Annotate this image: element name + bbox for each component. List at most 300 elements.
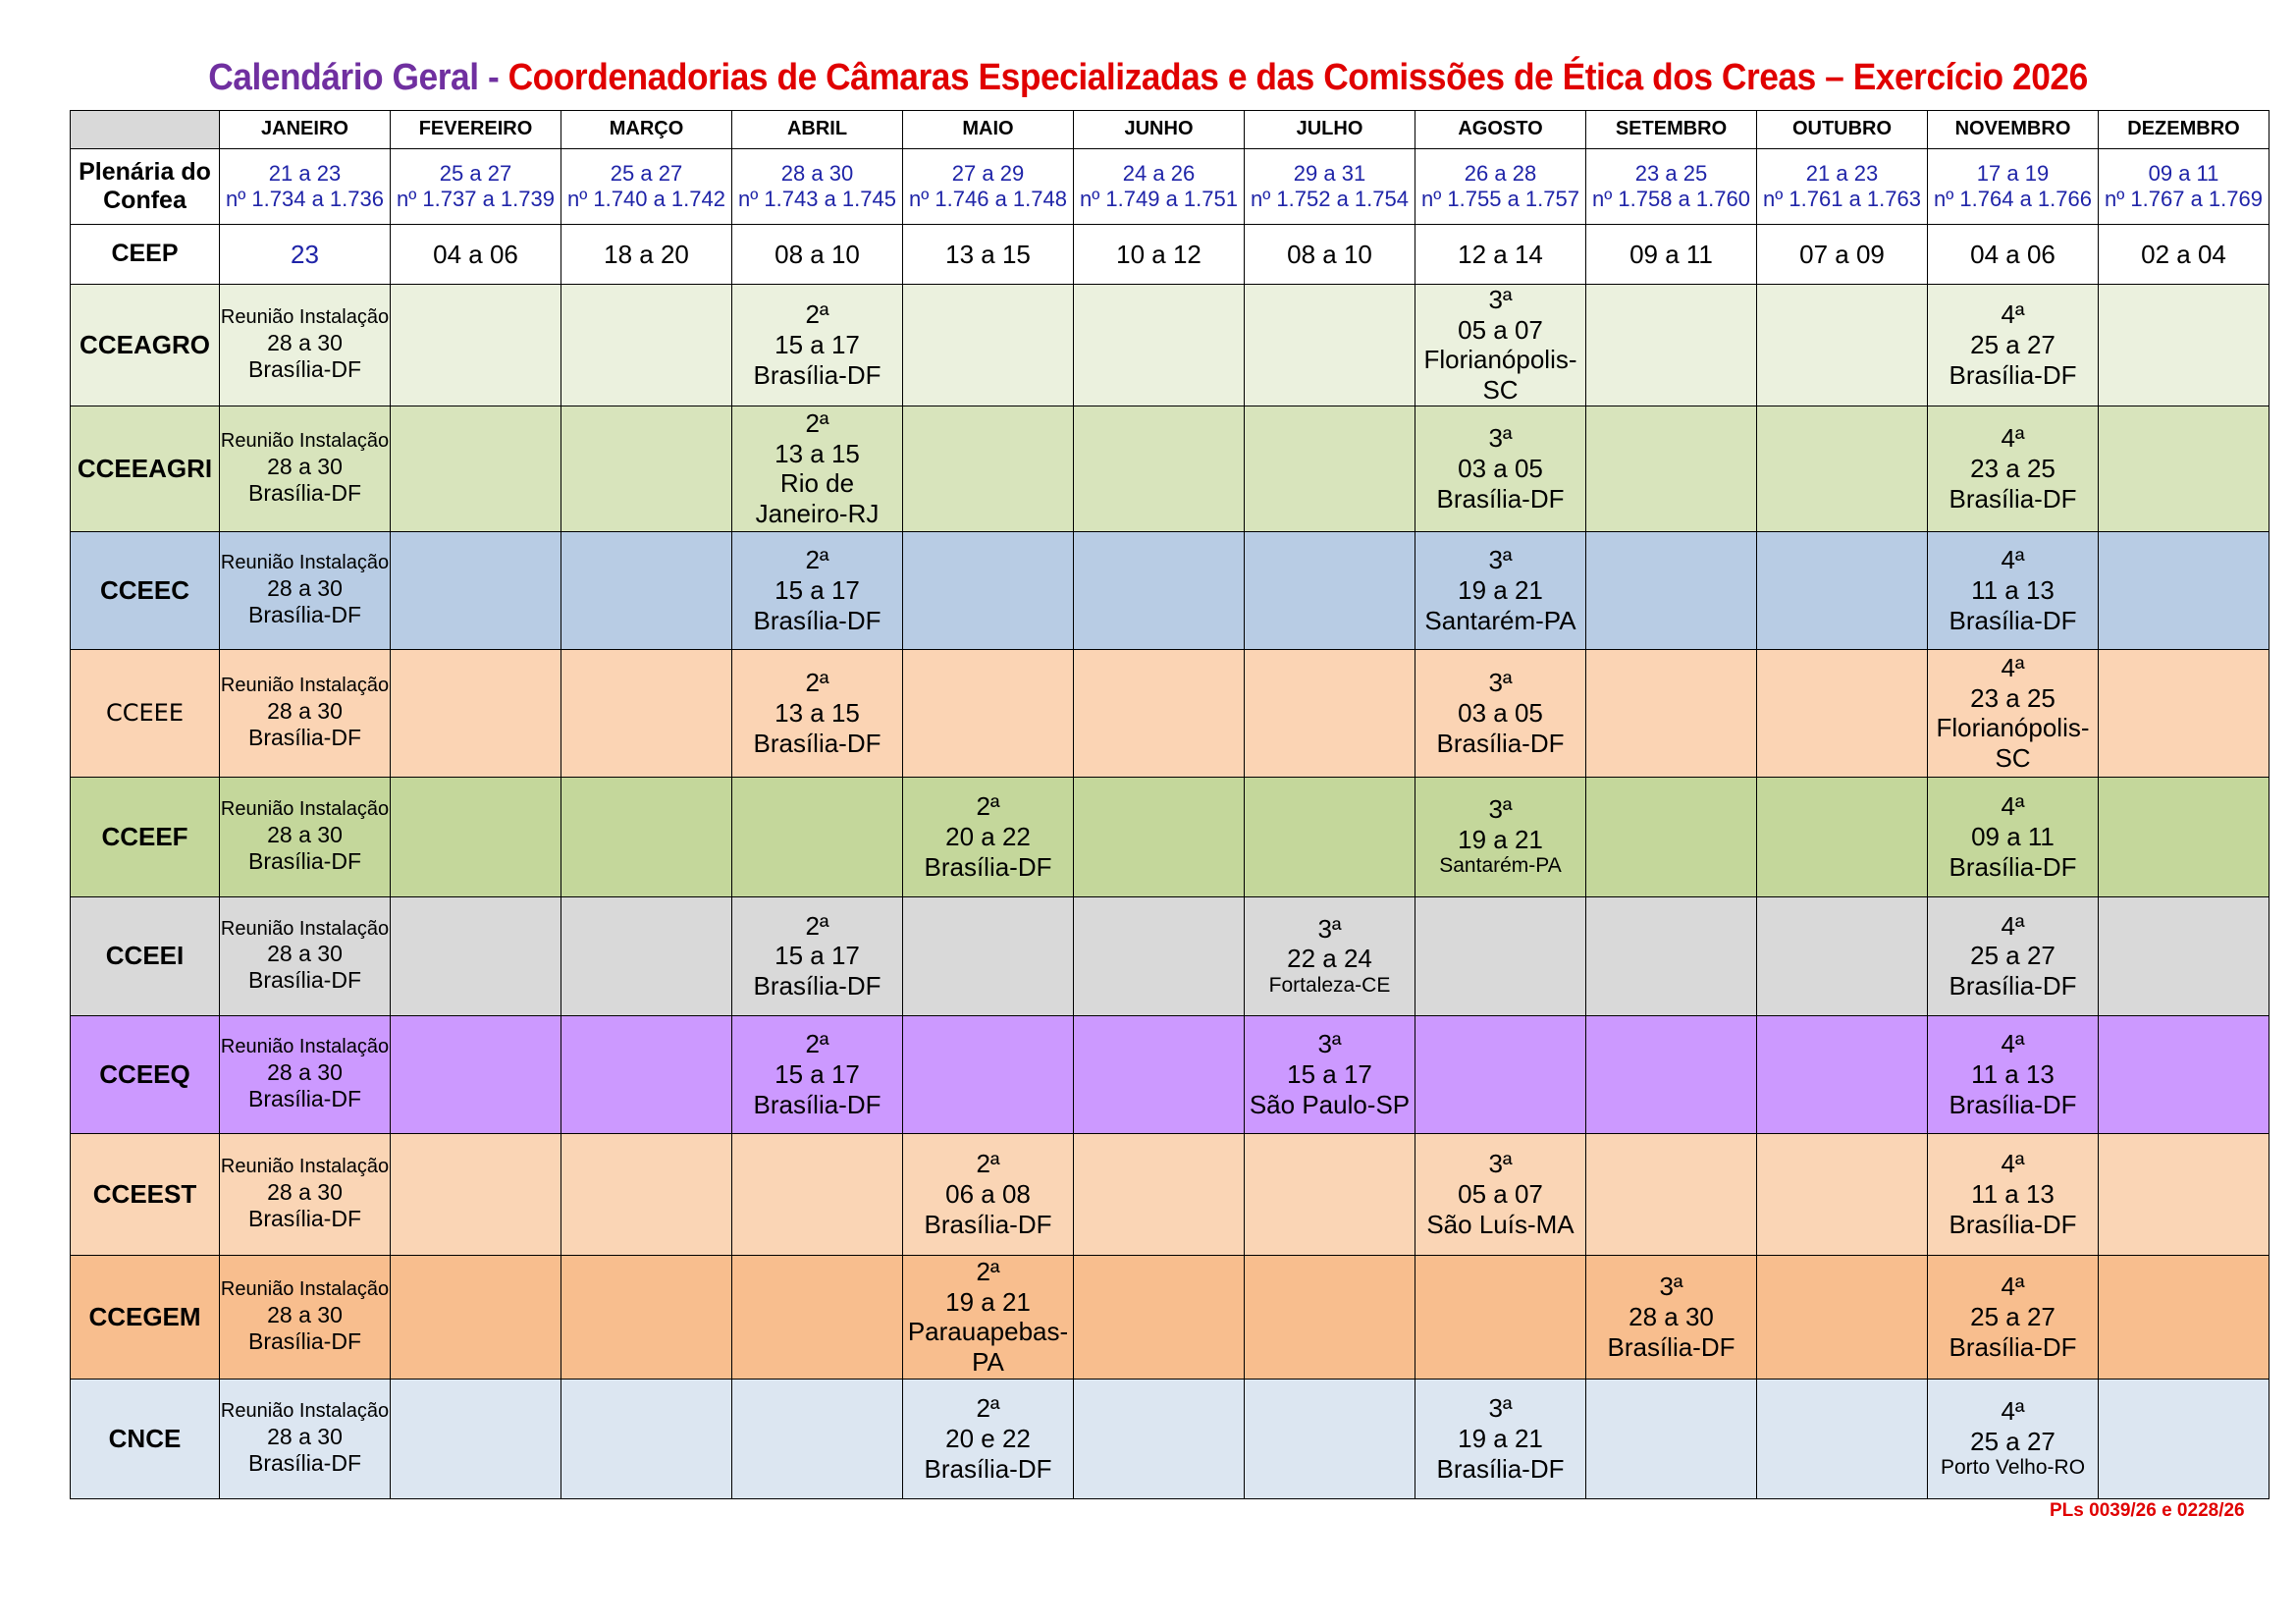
meeting-cell (1245, 896, 1415, 1015)
plenaria-cell (1415, 149, 1586, 225)
empty-cell (391, 1379, 561, 1498)
empty-cell (561, 531, 732, 649)
installation-title: Reunião Instalação (220, 675, 390, 697)
empty-cell (1757, 406, 1928, 531)
installation-place: Brasília-DF (247, 1085, 361, 1111)
meeting-cell (732, 1015, 903, 1133)
plenaria-cell (220, 149, 391, 225)
installation-place: Brasília-DF (247, 1205, 361, 1231)
installation-title: Reunião Instalação (220, 552, 390, 574)
coordinator-label: CCEEI (71, 896, 220, 1015)
plenaria-cell (1074, 149, 1245, 225)
meeting-place: Santarém-PA (1424, 605, 1576, 635)
meeting-place: Brasília-DF (753, 1089, 881, 1119)
meeting-place: Parauapebas-PA (907, 1317, 1069, 1377)
installation-dates: 28 a 30 (267, 574, 343, 601)
installation-title: Reunião Instalação (220, 430, 390, 453)
meeting-dates: 25 a 27 (1970, 1426, 2056, 1456)
meeting-place: Florianópolis-SC (1423, 345, 1577, 406)
ceep-cell: 10 a 12 (1074, 225, 1245, 285)
empty-cell (561, 285, 732, 406)
month-header: SETEMBRO (1586, 111, 1757, 149)
meeting-ordinal: 4ª (2001, 299, 2025, 330)
header-corner-cell (71, 111, 220, 149)
empty-cell (561, 406, 732, 531)
empty-cell (391, 531, 561, 649)
empty-cell (903, 1015, 1074, 1133)
meeting-cell (1928, 1379, 2099, 1498)
empty-cell (1074, 1255, 1245, 1379)
coordinator-label: CCEEAGRI (71, 406, 220, 531)
month-header: AGOSTO (1415, 111, 1586, 149)
installation-dates: 28 a 30 (267, 1423, 343, 1449)
empty-cell (1415, 896, 1586, 1015)
meeting-place: Brasília-DF (1949, 1331, 2077, 1362)
plenaria-session-numbers: nº 1.752 a 1.754 (1251, 187, 1409, 211)
meeting-cell (1245, 1015, 1415, 1133)
meeting-dates: 19 a 21 (945, 1286, 1031, 1317)
meeting-cell (903, 777, 1074, 896)
meeting-cell (732, 406, 903, 531)
meeting-dates: 15 a 17 (774, 330, 860, 359)
meeting-ordinal: 4ª (2001, 1272, 2025, 1302)
month-header-row (71, 111, 2269, 149)
meeting-place: Brasília-DF (1949, 483, 2077, 514)
meeting-place: Brasília-DF (753, 359, 881, 390)
coordinator-label: CCEEE (71, 649, 220, 777)
meeting-cell (1928, 649, 2099, 777)
empty-cell (903, 896, 1074, 1015)
month-header: ABRIL (732, 111, 903, 149)
calendar-table (70, 110, 2269, 1499)
plenaria-dates: 27 a 29 (951, 161, 1025, 187)
meeting-dates: 23 a 25 (1970, 682, 2056, 713)
meeting-ordinal: 3ª (1488, 285, 1513, 314)
meeting-dates: 22 a 24 (1287, 944, 1372, 974)
ceep-cell: 02 a 04 (2099, 225, 2269, 285)
installation-dates: 28 a 30 (267, 1058, 343, 1085)
empty-cell (1586, 1133, 1757, 1255)
plenaria-dates: 25 a 27 (610, 161, 683, 187)
meeting-dates: 25 a 27 (1970, 941, 2056, 971)
empty-cell (561, 1015, 732, 1133)
title-part2: Coordenadorias de Câmaras Especializadas e das Comissões de Ética dos Creas – Exercício 2026 (507, 57, 2088, 98)
meeting-ordinal: 2ª (805, 299, 829, 330)
month-header: JULHO (1245, 111, 1415, 149)
coordinator-label: CNCE (71, 1379, 220, 1498)
meeting-place: São Paulo-SP (1249, 1089, 1411, 1119)
ceep-cell: 09 a 11 (1586, 225, 1757, 285)
installation-place: Brasília-DF (247, 1327, 361, 1354)
meeting-dates: 23 a 25 (1970, 453, 2056, 483)
meeting-ordinal: 4ª (2001, 910, 2025, 941)
plenaria-dates: 09 a 11 (2148, 161, 2219, 187)
coordinator-row (71, 406, 2269, 531)
plenaria-cell (561, 149, 732, 225)
empty-cell (1245, 777, 1415, 896)
empty-cell (1245, 1255, 1415, 1379)
meeting-place: Rio de Janeiro-RJ (755, 468, 880, 528)
installation-place: Brasília-DF (247, 601, 361, 627)
meeting-place: Brasília-DF (753, 971, 881, 1001)
meeting-place: São Luís-MA (1426, 1209, 1575, 1239)
meeting-ordinal: 2ª (805, 1029, 829, 1059)
installation-place: Brasília-DF (247, 1449, 361, 1476)
plenaria-label-line2: Confea (103, 187, 187, 214)
coordinator-row (71, 777, 2269, 896)
empty-cell (1074, 1379, 1245, 1498)
plenaria-cell (1586, 149, 1757, 225)
ceep-cell: 08 a 10 (1245, 225, 1415, 285)
installation-dates: 28 a 30 (267, 1178, 343, 1205)
plenaria-dates: 25 a 27 (439, 161, 512, 187)
meeting-ordinal: 2ª (976, 1256, 1000, 1286)
meeting-dates: 19 a 21 (1458, 574, 1543, 605)
meeting-dates: 09 a 11 (1971, 821, 2055, 851)
meeting-place: Brasília-DF (1436, 1453, 1565, 1484)
meeting-dates: 25 a 27 (1970, 330, 2056, 359)
meeting-place: Brasília-DF (1949, 359, 2077, 390)
empty-cell (732, 1379, 903, 1498)
empty-cell (1245, 285, 1415, 406)
empty-cell (1245, 1133, 1415, 1255)
meeting-dates: 05 a 07 (1458, 1178, 1543, 1209)
empty-cell (1757, 1255, 1928, 1379)
empty-cell (561, 777, 732, 896)
installation-meeting-cell (220, 1255, 391, 1379)
meeting-ordinal: 4ª (2001, 652, 2025, 682)
meeting-dates: 19 a 21 (1458, 1423, 1543, 1453)
month-header: NOVEMBRO (1928, 111, 2099, 149)
empty-cell (1586, 777, 1757, 896)
installation-dates: 28 a 30 (267, 941, 343, 967)
coordinator-row (71, 1133, 2269, 1255)
installation-meeting-cell (220, 531, 391, 649)
empty-cell (1757, 285, 1928, 406)
plenaria-cell (903, 149, 1074, 225)
meeting-cell (732, 649, 903, 777)
meeting-ordinal: 3ª (1488, 545, 1513, 575)
ceep-cell: 13 a 15 (903, 225, 1074, 285)
meeting-ordinal: 4ª (2001, 1029, 2025, 1059)
meeting-ordinal: 2ª (805, 668, 829, 698)
plenaria-dates: 26 a 28 (1464, 161, 1537, 187)
meeting-place: Brasília-DF (1436, 728, 1565, 758)
installation-dates: 28 a 30 (267, 330, 343, 356)
plenaria-cell (1245, 149, 1415, 225)
empty-cell (1757, 896, 1928, 1015)
calendar-body (71, 111, 2269, 1499)
meeting-cell (1928, 1133, 2099, 1255)
meeting-ordinal: 4ª (2001, 1149, 2025, 1179)
title-separator: - (478, 57, 508, 98)
meeting-ordinal: 4ª (2001, 791, 2025, 822)
meeting-cell (903, 1133, 1074, 1255)
empty-cell (1586, 1015, 1757, 1133)
installation-title: Reunião Instalação (220, 1278, 390, 1301)
meeting-ordinal: 3ª (1488, 794, 1513, 825)
installation-meeting-cell (220, 285, 391, 406)
meeting-place: Fortaleza-CE (1268, 973, 1391, 997)
empty-cell (1074, 406, 1245, 531)
meeting-ordinal: 3ª (1659, 1272, 1683, 1302)
ceep-label: CEEP (71, 225, 220, 285)
month-header: MAIO (903, 111, 1074, 149)
installation-dates: 28 a 30 (267, 697, 343, 724)
coordinator-row (71, 1255, 2269, 1379)
month-header: JUNHO (1074, 111, 1245, 149)
installation-title: Reunião Instalação (220, 917, 390, 940)
empty-cell (561, 896, 732, 1015)
coordinator-label: CCEAGRO (71, 285, 220, 406)
installation-place: Brasília-DF (247, 967, 361, 994)
meeting-cell (903, 1255, 1074, 1379)
installation-meeting-cell (220, 896, 391, 1015)
meeting-dates: 03 a 05 (1458, 697, 1543, 728)
meeting-dates: 20 e 22 (945, 1423, 1031, 1453)
plenaria-cell (732, 149, 903, 225)
meeting-cell (732, 285, 903, 406)
plenaria-dates: 28 a 30 (780, 161, 854, 187)
empty-cell (1074, 285, 1245, 406)
meeting-ordinal: 4ª (2001, 1396, 2025, 1427)
title-part1: Calendário Geral (208, 57, 479, 98)
empty-cell (1586, 531, 1757, 649)
coordinator-row (71, 285, 2269, 406)
empty-cell (2099, 649, 2269, 777)
plenaria-dates: 21 a 23 (268, 161, 342, 187)
meeting-ordinal: 3ª (1488, 1393, 1513, 1424)
empty-cell (2099, 1255, 2269, 1379)
empty-cell (1586, 285, 1757, 406)
empty-cell (1586, 649, 1757, 777)
meeting-place: Brasília-DF (924, 1453, 1052, 1484)
empty-cell (561, 1133, 732, 1255)
empty-cell (561, 1379, 732, 1498)
empty-cell (903, 406, 1074, 531)
coordinator-row (71, 649, 2269, 777)
plenaria-dates: 23 a 25 (1634, 161, 1708, 187)
meeting-cell (1415, 1133, 1586, 1255)
empty-cell (1757, 649, 1928, 777)
meeting-dates: 11 a 13 (1971, 574, 2055, 605)
page-title (80, 57, 2216, 99)
ceep-cell: 08 a 10 (732, 225, 903, 285)
empty-cell (2099, 777, 2269, 896)
empty-cell (1415, 1015, 1586, 1133)
empty-cell (2099, 896, 2269, 1015)
ceep-cell: 07 a 09 (1757, 225, 1928, 285)
ceep-cell: 04 a 06 (1928, 225, 2099, 285)
meeting-ordinal: 3ª (1317, 913, 1342, 944)
empty-cell (1586, 406, 1757, 531)
meeting-dates: 19 a 21 (1458, 824, 1543, 854)
installation-title: Reunião Instalação (220, 1036, 390, 1058)
plenaria-session-numbers: nº 1.767 a 1.769 (2105, 187, 2263, 211)
meeting-place: Brasília-DF (753, 728, 881, 758)
meeting-ordinal: 3ª (1317, 1029, 1342, 1059)
meeting-place: Brasília-DF (1436, 483, 1565, 514)
installation-title: Reunião Instalação (220, 1156, 390, 1178)
coordinator-label: CCEEF (71, 777, 220, 896)
meeting-ordinal: 2ª (805, 910, 829, 941)
empty-cell (2099, 1015, 2269, 1133)
plenaria-session-numbers: nº 1.740 a 1.742 (567, 187, 725, 211)
meeting-cell (1586, 1255, 1757, 1379)
ceep-row (71, 225, 2269, 285)
ceep-cell: 12 a 14 (1415, 225, 1586, 285)
installation-meeting-cell (220, 777, 391, 896)
meeting-cell (1928, 777, 2099, 896)
meeting-dates: 15 a 17 (774, 1058, 860, 1089)
meeting-dates: 11 a 13 (1971, 1178, 2055, 1209)
footnote: PLs 0039/26 e 0228/26 (2050, 1500, 2245, 1521)
meeting-place: Santarém-PA (1439, 854, 1562, 878)
empty-cell (2099, 531, 2269, 649)
meeting-ordinal: 3ª (1488, 1149, 1513, 1179)
plenaria-label (71, 149, 220, 225)
coordinator-label: CCEEQ (71, 1015, 220, 1133)
meeting-dates: 15 a 17 (1287, 1058, 1372, 1089)
meeting-place: Porto Velho-RO (1940, 1456, 2086, 1480)
empty-cell (561, 1255, 732, 1379)
meeting-cell (1928, 406, 2099, 531)
meeting-place: Brasília-DF (1607, 1331, 1735, 1362)
empty-cell (1586, 1379, 1757, 1498)
installation-meeting-cell (220, 406, 391, 531)
month-header: OUTUBRO (1757, 111, 1928, 149)
empty-cell (391, 1255, 561, 1379)
plenaria-session-numbers: nº 1.749 a 1.751 (1080, 187, 1238, 211)
meeting-cell (1928, 896, 2099, 1015)
meeting-place: Brasília-DF (1949, 1209, 2077, 1239)
empty-cell (1074, 777, 1245, 896)
plenaria-cell (1928, 149, 2099, 225)
meeting-cell (732, 896, 903, 1015)
meeting-dates: 20 a 22 (945, 821, 1031, 851)
plenaria-session-numbers: nº 1.743 a 1.745 (738, 187, 896, 211)
installation-title: Reunião Instalação (220, 306, 390, 329)
plenaria-session-numbers: nº 1.761 a 1.763 (1763, 187, 1921, 211)
meeting-cell (1415, 285, 1586, 406)
empty-cell (2099, 1133, 2269, 1255)
ceep-cell: 23 (220, 225, 391, 285)
installation-dates: 28 a 30 (267, 1301, 343, 1327)
meeting-cell (1928, 1255, 2099, 1379)
empty-cell (391, 285, 561, 406)
meeting-place: Brasília-DF (924, 1209, 1052, 1239)
meeting-cell (1415, 777, 1586, 896)
meeting-cell (1928, 285, 2099, 406)
empty-cell (2099, 1379, 2269, 1498)
empty-cell (391, 406, 561, 531)
meeting-ordinal: 2ª (976, 1393, 1000, 1424)
meeting-ordinal: 4ª (2001, 423, 2025, 454)
meeting-dates: 13 a 15 (774, 438, 860, 468)
empty-cell (1757, 777, 1928, 896)
empty-cell (1415, 1255, 1586, 1379)
meeting-ordinal: 3ª (1488, 668, 1513, 698)
empty-cell (1074, 1015, 1245, 1133)
empty-cell (1757, 531, 1928, 649)
plenaria-session-numbers: nº 1.758 a 1.760 (1592, 187, 1750, 211)
plenaria-session-numbers: nº 1.734 a 1.736 (226, 187, 384, 211)
empty-cell (1757, 1133, 1928, 1255)
meeting-place: Brasília-DF (1949, 851, 2077, 882)
meeting-place: Brasília-DF (924, 851, 1052, 882)
meeting-cell (1415, 406, 1586, 531)
coordinator-label: CCEEST (71, 1133, 220, 1255)
month-header: DEZEMBRO (2099, 111, 2269, 149)
meeting-dates: 15 a 17 (774, 941, 860, 971)
coordinator-label: CCEGEM (71, 1255, 220, 1379)
plenaria-dates: 29 a 31 (1293, 161, 1366, 187)
meeting-ordinal: 4ª (2001, 545, 2025, 575)
month-header: MARÇO (561, 111, 732, 149)
empty-cell (391, 649, 561, 777)
plenaria-label-line1: Plenária do (79, 157, 211, 186)
meeting-place: Brasília-DF (1949, 605, 2077, 635)
empty-cell (2099, 406, 2269, 531)
meeting-dates: 05 a 07 (1458, 314, 1543, 345)
meeting-dates: 15 a 17 (774, 574, 860, 605)
meeting-ordinal: 3ª (1488, 423, 1513, 454)
meeting-cell (1415, 1379, 1586, 1498)
empty-cell (1757, 1379, 1928, 1498)
plenaria-dates: 17 a 19 (1976, 161, 2050, 187)
meeting-ordinal: 2ª (805, 407, 829, 438)
empty-cell (1074, 896, 1245, 1015)
empty-cell (732, 1133, 903, 1255)
installation-title: Reunião Instalação (220, 798, 390, 821)
installation-place: Brasília-DF (247, 847, 361, 874)
meeting-place: Florianópolis-SC (1936, 713, 2090, 773)
meeting-dates: 28 a 30 (1629, 1301, 1714, 1331)
meeting-dates: 11 a 13 (1971, 1058, 2055, 1089)
installation-meeting-cell (220, 1379, 391, 1498)
installation-dates: 28 a 30 (267, 453, 343, 479)
empty-cell (1074, 1133, 1245, 1255)
empty-cell (903, 649, 1074, 777)
meeting-cell (1928, 1015, 2099, 1133)
plenaria-session-numbers: nº 1.746 a 1.748 (909, 187, 1067, 211)
meeting-place: Brasília-DF (1949, 1089, 2077, 1119)
meeting-ordinal: 2ª (805, 545, 829, 575)
empty-cell (391, 1133, 561, 1255)
meeting-cell (1928, 531, 2099, 649)
empty-cell (391, 1015, 561, 1133)
empty-cell (1245, 649, 1415, 777)
empty-cell (1245, 406, 1415, 531)
coordinator-row (71, 1015, 2269, 1133)
empty-cell (903, 285, 1074, 406)
empty-cell (561, 649, 732, 777)
installation-meeting-cell (220, 649, 391, 777)
meeting-dates: 03 a 05 (1458, 453, 1543, 483)
meeting-cell (1415, 649, 1586, 777)
installation-meeting-cell (220, 1133, 391, 1255)
empty-cell (732, 777, 903, 896)
empty-cell (1074, 649, 1245, 777)
installation-dates: 28 a 30 (267, 821, 343, 847)
empty-cell (1757, 1015, 1928, 1133)
ceep-cell: 04 a 06 (391, 225, 561, 285)
plenaria-row (71, 149, 2269, 225)
installation-place: Brasília-DF (247, 356, 361, 383)
plenaria-cell (391, 149, 561, 225)
empty-cell (391, 777, 561, 896)
month-header: JANEIRO (220, 111, 391, 149)
